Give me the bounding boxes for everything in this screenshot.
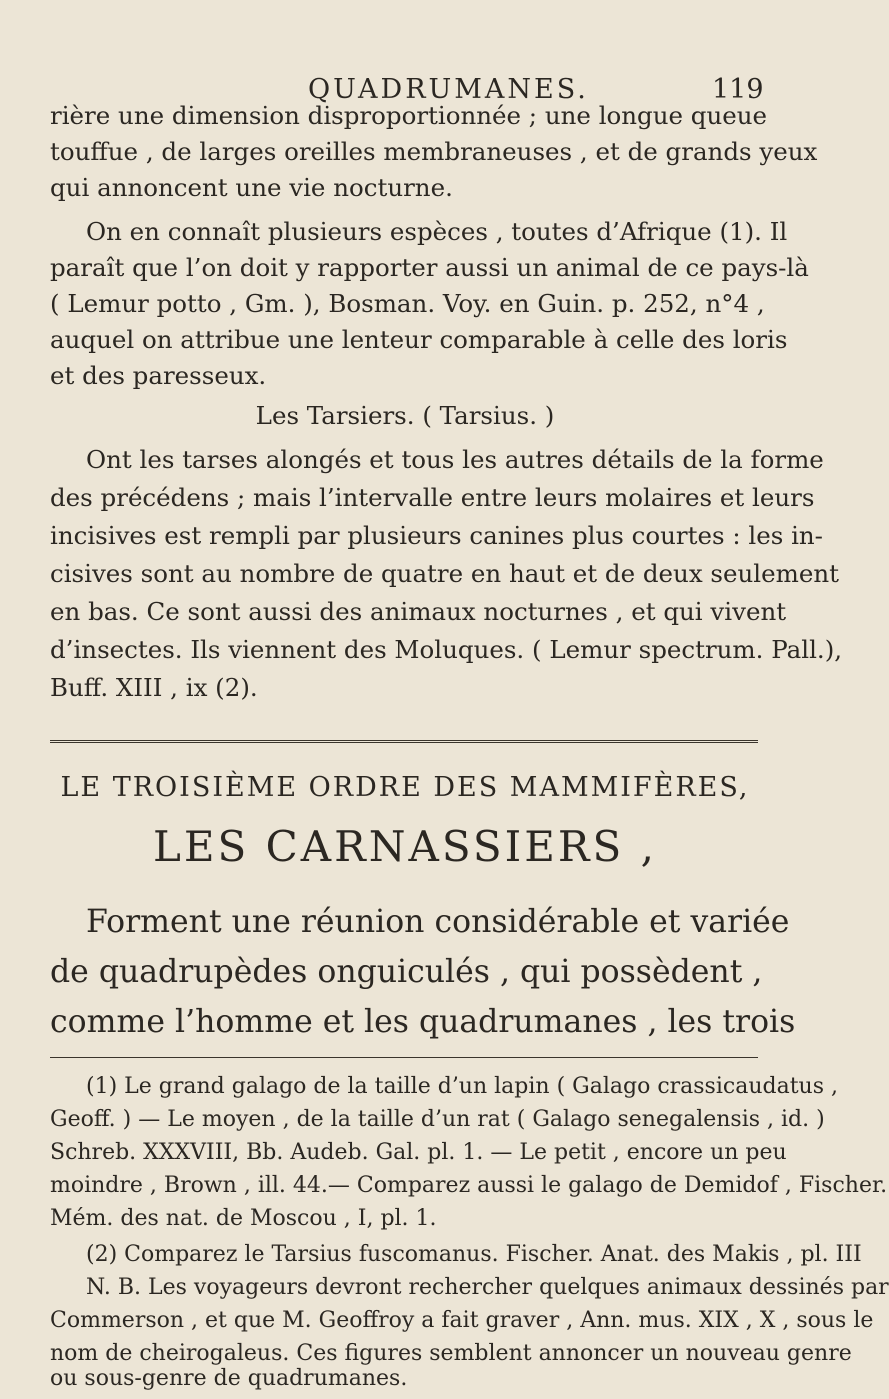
text-line: paraît que l’on doit y rapporter aussi un animal de ce pays-là (50, 253, 809, 282)
footnote-line: Geoff. ) — Le moyen , de la taille d’un rat ( Galago senegalensis , id. ) (50, 1107, 825, 1132)
subsection-heading: Les Tarsiers. ( Tarsius. ) (255, 401, 555, 430)
section-divider (50, 740, 758, 746)
text-line: et des paresseux. (50, 361, 267, 390)
text-line: rière une dimension disproportionnée ; une longue queue (50, 101, 768, 130)
page-number: 119 (712, 74, 764, 105)
text-line: auquel on attribue une lenteur comparable à celle des loris (50, 325, 788, 354)
footnote-line: nom de cheirogaleus. Ces figures semblent annoncer un nouveau genre (50, 1341, 852, 1366)
footnote-line: Commerson , et que M. Geoffroy a fait graver , Ann. mus. XIX , X , sous le (50, 1308, 874, 1333)
text-line: d’insectes. Ils viennent des Moluques. ( Lemur spectrum. Pall.), (50, 635, 843, 664)
text-line: incisives est rempli par plusieurs canines plus courtes : les in- (50, 521, 823, 550)
footnote-line: Mém. des nat. de Moscou , I, pl. 1. (50, 1206, 437, 1231)
text-line: touffue , de larges oreilles membraneuses , et de grands yeux (50, 137, 818, 166)
footnote-line: Schreb. XXXVIII, Bb. Audeb. Gal. pl. 1. — Le petit , encore un peu (50, 1140, 787, 1165)
footnote-divider (50, 1057, 758, 1058)
text-line: qui annoncent une vie nocturne. (50, 173, 453, 202)
footnote-line: moindre , Brown , ill. 44.— Comparez aussi le galago de Demidof , Fischer. (50, 1173, 888, 1198)
text-line: Buff. XIII , ix (2). (50, 673, 258, 702)
text-line: Forment une réunion considérable et variée (86, 904, 790, 940)
text-line: en bas. Ce sont aussi des animaux nocturnes , et qui vivent (50, 597, 787, 626)
footnote-line: (2) Comparez le Tarsius fuscomanus. Fischer. Anat. des Makis , pl. III (86, 1242, 862, 1267)
order-heading: LE TROISIÈME ORDRE DES MAMMIFÈRES, (60, 772, 750, 803)
text-line: cisives sont au nombre de quatre en haut et de deux seulement (50, 559, 839, 588)
footnote-line: ou sous-genre de quadrumanes. (50, 1366, 408, 1391)
chapter-title: LES CARNASSIERS , (153, 822, 657, 871)
footnote-line: (1) Le grand galago de la taille d’un lapin ( Galago crassicaudatus , (86, 1074, 838, 1099)
text-line: On en connaît plusieurs espèces , toutes d’Afrique (1). Il (86, 217, 788, 246)
text-line: Ont les tarses alongés et tous les autres détails de la forme (86, 445, 824, 474)
text-line: de quadrupèdes onguiculés , qui possèdent , (50, 954, 763, 990)
text-line: comme l’homme et les quadrumanes , les trois (50, 1004, 796, 1040)
text-line: des précédens ; mais l’intervalle entre leurs molaires et leurs (50, 483, 815, 512)
footnote-line: N. B. Les voyageurs devront rechercher quelques animaux dessinés par (86, 1275, 889, 1300)
running-title: QUADRUMANES. (308, 74, 589, 105)
text-line: ( Lemur potto , Gm. ), Bosman. Voy. en Guin. p. 252, n°4 , (50, 289, 765, 318)
